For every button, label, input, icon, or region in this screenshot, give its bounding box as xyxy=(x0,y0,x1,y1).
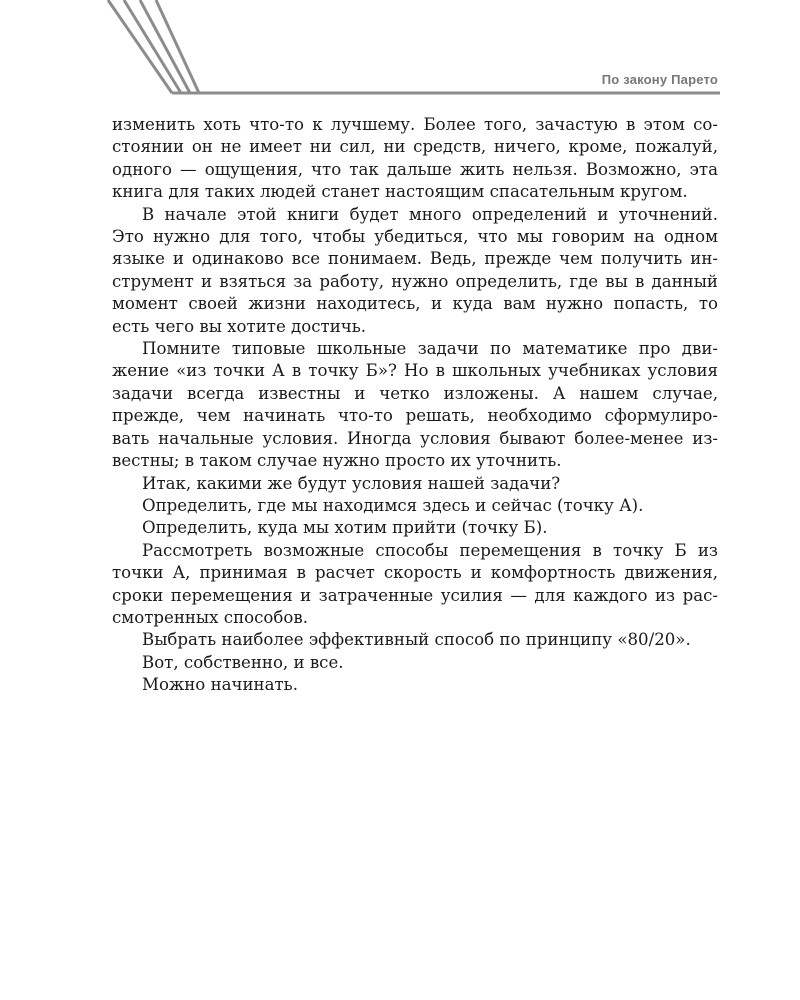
text-line: Определить, где мы находимся здесь и сейчас (точку А). xyxy=(142,495,644,515)
paragraph xyxy=(112,114,718,204)
paragraph xyxy=(112,204,718,338)
text-line: прежде, чем начинать что-то решать, необходимо сформулиро- xyxy=(112,406,718,426)
running-head-title: По закону Парето xyxy=(601,72,718,87)
text-line: задачи всегда известны и четко изложены. А нашем случае, xyxy=(112,383,718,403)
text-line: книга для таких людей станет настоящим спасательным кругом. xyxy=(112,182,688,202)
text-line: точки А, принимая в расчет скорость и комфортность движения, xyxy=(112,563,718,583)
paragraph xyxy=(112,629,718,651)
text-line: есть чего вы хотите достичь. xyxy=(112,316,367,336)
paragraph xyxy=(112,540,718,630)
body-text xyxy=(112,114,718,697)
text-line: В начале этой книги будет много определений и уточнений. xyxy=(142,204,718,224)
diagonal-stripe xyxy=(124,0,181,93)
text-line: Это нужно для того, чтобы убедиться, что мы говорим на одном xyxy=(112,227,718,247)
text-line: струмент и взяться за работу, нужно определить, где вы в данный xyxy=(112,271,718,291)
text-line: вать начальные условия. Иногда условия бывают более-менее из- xyxy=(112,428,718,448)
text-line: стоянии он не имеет ни сил, ни средств, ничего, кроме, пожалуй, xyxy=(112,137,718,157)
text-line: Помните типовые школьные задачи по математике про дви- xyxy=(142,339,718,359)
text-line: смотренных способов. xyxy=(112,607,308,627)
diagonal-stripe xyxy=(140,0,190,93)
text-line: Выбрать наиболее эффективный способ по принципу «80/20». xyxy=(142,630,691,650)
text-line: момент своей жизни находитесь, и куда вам нужно попасть, то xyxy=(112,294,718,314)
paragraph xyxy=(112,473,718,495)
text-line: сроки перемещения и затраченные усилия — для каждого из рас- xyxy=(112,585,718,605)
text-line: Рассмотреть возможные способы перемещения в точку Б из xyxy=(142,540,718,560)
diagonal-stripes xyxy=(108,0,199,93)
text-line: языке и одинаково все понимаем. Ведь, прежде чем получить ин- xyxy=(112,249,718,269)
text-line: одного — ощущения, что так дальше жить нельзя. Возможно, эта xyxy=(112,159,718,179)
text-line: Вот, собственно, и все. xyxy=(142,652,344,672)
text-line: жение «из точки А в точку Б»? Но в школьных учебниках условия xyxy=(112,361,718,381)
paragraph xyxy=(112,674,718,696)
text-line: Итак, какими же будут условия нашей задачи? xyxy=(142,473,561,493)
paragraph xyxy=(112,652,718,674)
text-line: Определить, куда мы хотим прийти (точку Б). xyxy=(142,518,548,538)
text-line: Можно начинать. xyxy=(142,675,298,695)
text-line: вестны; в таком случае нужно просто их уточнить. xyxy=(112,451,562,471)
text-line: изменить хоть что-то к лучшему. Более того, зачастую в этом со- xyxy=(112,115,718,134)
paragraph xyxy=(112,517,718,539)
paragraph xyxy=(112,495,718,517)
paragraph xyxy=(112,338,718,472)
